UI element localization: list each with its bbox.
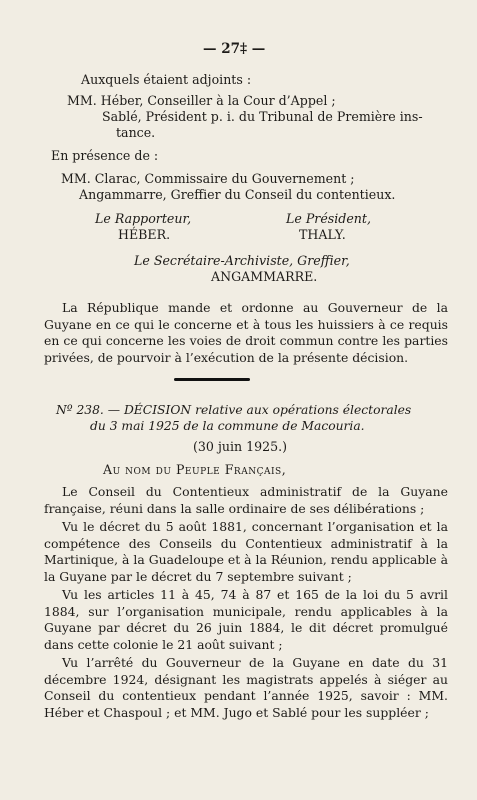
decision-date: (30 juin 1925.) — [193, 439, 288, 454]
decision-title-line-2: du 3 mai 1925 de la commune de Macouria. — [90, 419, 365, 433]
presence-line-1: MM. Clarac, Commissaire du Gouvernement ; — [61, 171, 355, 186]
decision-paragraph-1: Le Conseil du Contentieux administratif de la Guyane française, réuni dans la salle ordinaire de ses délibérations ; — [44, 484, 448, 516]
presence-line-2: Angammarre, Greffier du Conseil du contentieux. — [79, 187, 396, 202]
adjoints-line-2: Sablé, Président p. i. du Tribunal de Première ins- — [102, 109, 423, 124]
secretaire-name: ANGAMMARRE. — [211, 269, 318, 284]
president-name: THALY. — [299, 227, 346, 242]
secretaire-label: Le Secrétaire-Archiviste, Greffier, — [134, 253, 350, 268]
adjoints-intro: Auxquels étaient adjoints : — [81, 72, 252, 87]
decision-heading: Au nom du Peuple Français, — [103, 462, 287, 477]
presence-intro: En présence de : — [51, 148, 159, 163]
president-label: Le Président, — [286, 211, 371, 226]
adjoints-line-3: tance. — [116, 125, 156, 140]
rapporteur-name: HÉBER. — [118, 227, 171, 242]
section-divider — [174, 378, 250, 381]
mandate-paragraph: La République mande et ordonne au Gouverneur de la Guyane en ce qui le concerne et à tous les huissiers à ce requis en ce qui concerne les voies de droit commun contre les parties privées, de pourvoir à l’exécution de la présente décision. — [44, 300, 448, 365]
rapporteur-label: Le Rapporteur, — [95, 211, 192, 226]
decision-paragraph-2: Vu le décret du 5 août 1881, concernant l’organisation et la compétence des Conseils du Contentieux administratif à la Martinique, à la Guadeloupe et à la Réunion, rendu applicable à la Guyane par le décret du 7 septembre suivant ; — [44, 519, 448, 584]
decision-paragraph-4: Vu l’arrêté du Gouverneur de la Guyane en date du 31 décembre 1924, désignant les magistrats appelés à siéger au Conseil du contentieux pendant l’année 1925, savoir : MM. Héber et Chaspoul ; et MM. Jugo et Sablé pour les suppléer ; — [44, 655, 448, 720]
page-number: — 27‡ — — [203, 41, 266, 57]
decision-paragraph-3: Vu les articles 11 à 45, 74 à 87 et 165 de la loi du 5 avril 1884, sur l’organisation municipale, rendu applicables à la Guyane par décret du 26 juin 1884, le dit décret promulgué dans cette colonie le 21 août suivant ; — [44, 587, 448, 652]
adjoints-line-1: MM. Héber, Conseiller à la Cour d’Appel ; — [67, 93, 336, 108]
decision-title-line-1: Nº 238. — DÉCISION relative aux opérations électorales — [56, 403, 412, 417]
